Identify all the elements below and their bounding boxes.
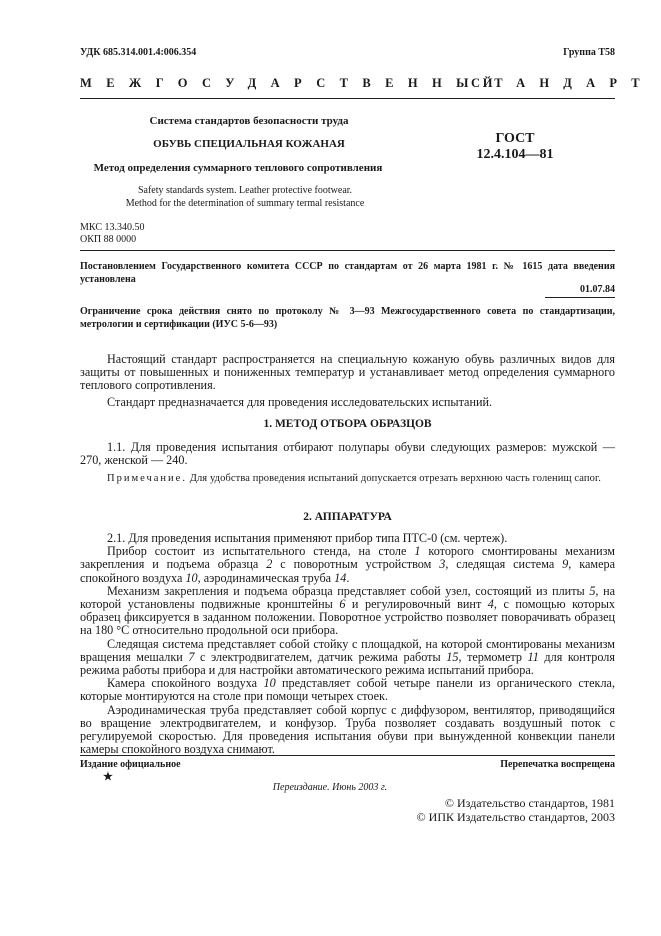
text-run: , термометр xyxy=(458,649,528,664)
ref-number: 6 xyxy=(339,597,346,612)
star-icon: ★ xyxy=(103,771,113,783)
copyright-2003: © ИПК Издательство стандартов, 2003 xyxy=(416,810,615,824)
udk-code: УДК 685.314.001.4:006.354 xyxy=(80,47,197,58)
ref-number: 15 xyxy=(446,649,459,664)
note-label: Примечание. xyxy=(107,473,187,485)
system-title: Система стандартов безопасности труда xyxy=(149,115,349,127)
official-edition: Издание официальное xyxy=(80,759,181,770)
wind-tunnel-paragraph: Аэродинамическая труба представляет собой корпус с диффузором, вентилятор, приводящийся во вращение электродвигателем, и конфузор. Труба позволяет создавать воздушный поток с регулируемой скоростью. Для проведения испытания обуви при вынужденной конвекции панели камеры спокойного воздуха снимают. xyxy=(80,702,615,757)
text-run: которого смонтированы механизм закрепления и подъема образца xyxy=(80,544,615,572)
mks-code: МКС 13.340.50 xyxy=(80,222,145,233)
text-run: , камера спокойного воздуха xyxy=(80,557,615,585)
text-run: . xyxy=(346,570,350,585)
text-run: , с помощью которых образец фиксируется в заданном положении. Поворотное устройство позволяет поворачивать образец на 180 °С относительно продольной оси прибора. xyxy=(80,597,615,638)
text-run: , на которой установлены подвижные кронштейны xyxy=(80,583,616,612)
section-1-note xyxy=(80,472,615,485)
ref-number: 10 xyxy=(263,676,276,691)
text-run: с поворотным устройством xyxy=(272,557,440,572)
decree-text: Постановлением Государственного комитета СССР по стандартам от 26 марта 1981 г. № 1615 дата введения установлена xyxy=(80,261,615,285)
ref-number: 3 xyxy=(439,557,446,572)
text-run: Прибор состоит из испытательного стенда, на столе xyxy=(107,544,415,559)
text-run: с электродвигателем, датчик режима работы xyxy=(194,649,447,664)
english-title-1: Safety standards system. Leather protective footwear. xyxy=(137,185,353,196)
clause-1-1: 1.1. Для проведения испытания отбирают полупары обуви следующих размеров: мужской — 270, женской — 240. xyxy=(80,440,615,468)
section-1-heading: 1. МЕТОД ОТБОРА ОБРАЗЦОВ xyxy=(263,418,432,430)
english-title-2: Method for the determination of summary termal resistance xyxy=(125,198,365,209)
ref-number: 11 xyxy=(527,649,539,664)
intro-paragraph-1: Настоящий стандарт распространяется на специальную кожаную обувь различных видов для защиты от повышенных и пониженных температур и устанавливает метод определения суммарного теплового сопротивления. xyxy=(80,352,615,393)
okp-code: ОКП 88 0000 xyxy=(80,234,137,245)
mechanism-paragraph xyxy=(80,585,615,638)
date-underline xyxy=(545,297,615,298)
note-text: Для удобства проведения испытаний допускается отрезать верхнюю часть голенищ сапог. xyxy=(186,473,601,485)
reissue-note: Переиздание. Июнь 2003 г. xyxy=(272,782,388,793)
ref-number: 4 xyxy=(487,597,494,612)
ref-number: 2 xyxy=(266,557,273,572)
banner-left: МЕЖГОСУДАРСТВЕННЫЙ xyxy=(80,76,507,90)
apparatus-paragraph xyxy=(80,545,615,585)
ref-number: 9 xyxy=(562,557,569,572)
gost-label: ГОСТ xyxy=(495,131,535,146)
limitation-text: Ограничение срока действия снято по протоколу № 3—93 Межгосударственного совета по стандартизации, метрологии и сертификации (ИУС 5-6—93) xyxy=(80,306,615,330)
method-title: Метод определения суммарного теплового сопротивления xyxy=(93,162,383,174)
tracking-system-paragraph xyxy=(80,638,615,678)
ref-number: 7 xyxy=(188,649,195,664)
section-2-heading: 2. АППАРАТУРА xyxy=(303,511,392,523)
copyright-1981: © Издательство стандартов, 1981 xyxy=(444,796,615,810)
reprint-prohibited: Перепечатка воспрещена xyxy=(500,759,615,770)
section-2-body xyxy=(80,532,615,756)
ref-number: 1 xyxy=(414,544,421,559)
text-run: Следящая система представляет собой стойку с площадкой, на которой смонтированы механизм вращения мешалки xyxy=(80,636,615,664)
section-1-body xyxy=(80,441,615,485)
banner-right: СТАНДАРТ xyxy=(471,76,654,90)
effective-date: 01.07.84 xyxy=(580,284,615,295)
text-run: , аэродинамическая труба xyxy=(197,570,335,585)
text-run: и регулировочный винт xyxy=(345,597,488,612)
document-title: ОБУВЬ СПЕЦИАЛЬНАЯ КОЖАНАЯ xyxy=(153,138,345,150)
banner-rule xyxy=(80,98,615,99)
title-rule xyxy=(80,250,615,251)
clause-2-1: 2.1. Для проведения испытания применяют прибор типа ПТС-0 (см. чертеж). xyxy=(107,531,508,545)
air-chamber-paragraph xyxy=(80,677,615,703)
text-run: для контроля режима работы прибора и для настройки автоматического режима испытаний прибора. xyxy=(80,649,615,678)
gost-number: 12.4.104—81 xyxy=(476,147,554,162)
ref-number: 14 xyxy=(334,570,347,585)
ref-number: 10 xyxy=(185,570,198,585)
footer-rule xyxy=(80,755,615,756)
intro-paragraph-2: Стандарт предназначается для проведения исследовательских испытаний. xyxy=(107,394,493,409)
text-run: представляет собой четыре панели из органического стекла, которые монтируются на столе при помощи четырех стоек. xyxy=(80,676,615,704)
text-run: Камера спокойного воздуха xyxy=(107,676,264,691)
text-run: Механизм закрепления и подъема образца представляет собой узел, состоящий из плиты xyxy=(107,583,590,598)
intro-text xyxy=(80,353,615,409)
text-run: , следящая система xyxy=(445,557,563,572)
group-code: Группа Т58 xyxy=(563,47,615,58)
ref-number: 5 xyxy=(589,583,596,598)
